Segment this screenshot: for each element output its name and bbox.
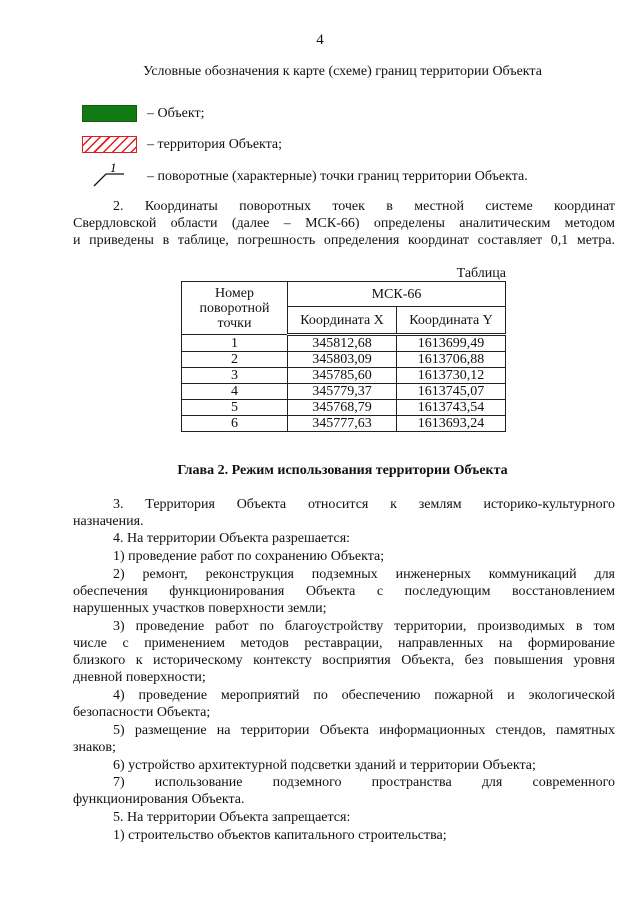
text-line: 5) размещение на территории Объекта информационных стендов, памятных <box>113 723 615 738</box>
legend-title: Условные обозначения к карте (схеме) границ территории Объекта <box>143 64 542 79</box>
coord-y: 1613699,49 <box>397 335 506 352</box>
legend-item-object <box>82 103 204 123</box>
text-line: близкого к историческому контексту восприятия Объекта, без повышения уровня <box>73 653 615 668</box>
table-row <box>182 335 506 352</box>
text-line: числе с применением методов реставрации, направленных на формирование <box>73 636 615 651</box>
coord-x: 345768,79 <box>288 400 397 416</box>
point-marker-label: 1 <box>110 161 117 175</box>
text-line: 1) строительство объектов капитального строительства; <box>113 828 447 843</box>
text-line: знаков; <box>73 740 116 755</box>
text-line: назначения. <box>73 514 144 529</box>
paragraph-line: и приведены в таблице, погрешность определения координат составляет 0,1 метра. <box>73 233 615 248</box>
text-line: обеспечения функционирования Объекта с последующим восстановлением <box>73 584 615 599</box>
point-number: 4 <box>182 384 288 400</box>
coord-y: 1613745,07 <box>397 384 506 400</box>
legend-label: – территория Объекта; <box>147 136 283 152</box>
text-line: 7) использование подземного пространства для современного <box>113 775 615 790</box>
coord-x: 345777,63 <box>288 416 397 432</box>
point-marker-icon <box>82 161 137 185</box>
chapter-title: Глава 2. Режим использования территории Объекта <box>177 463 508 478</box>
text-line: функционирования Объекта. <box>73 792 245 807</box>
point-number: 1 <box>182 335 288 352</box>
red-hatch-swatch <box>82 136 137 153</box>
table-caption: Таблица <box>456 266 506 281</box>
point-number: 6 <box>182 416 288 432</box>
table-row <box>182 352 506 368</box>
paragraph-line: 2. Координаты поворотных точек в местной системе координат <box>113 199 615 214</box>
green-fill-swatch <box>82 105 137 122</box>
point-number: 3 <box>182 368 288 384</box>
coord-y: 1613730,12 <box>397 368 506 384</box>
text-line: 3) проведение работ по благоустройству территории, производимых в том <box>113 619 615 634</box>
text-line: 1) проведение работ по сохранению Объекта; <box>113 549 385 564</box>
coord-y: 1613706,88 <box>397 352 506 368</box>
coord-x: 345803,09 <box>288 352 397 368</box>
page-number: 4 <box>316 32 324 48</box>
legend-item-territory <box>82 134 282 154</box>
text-line: 3. Территория Объекта относится к землям историко-культурного <box>113 497 615 512</box>
table-row <box>182 400 506 416</box>
text-line: 4) проведение мероприятий по обеспечению пожарной и экологической <box>113 688 615 703</box>
text-line: безопасности Объекта; <box>73 705 211 720</box>
table-row <box>182 384 506 400</box>
coord-x: 345779,37 <box>288 384 397 400</box>
coord-y: 1613693,24 <box>397 416 506 432</box>
point-number: 2 <box>182 352 288 368</box>
coord-x: 345785,60 <box>288 368 397 384</box>
coord-y: 1613743,54 <box>397 400 506 416</box>
text-line: 2) ремонт, реконструкция подземных инженерных коммуникаций для <box>113 567 615 582</box>
header-point-number: Номер поворотной точки <box>182 282 288 335</box>
text-line: 5. На территории Объекта запрещается: <box>113 810 351 825</box>
coord-x: 345812,68 <box>288 335 397 352</box>
header-y: Координата Y <box>397 307 506 335</box>
header-x: Координата X <box>288 307 397 335</box>
legend-item-point <box>82 161 528 186</box>
text-line: 6) устройство архитектурной подсветки зданий и территории Объекта; <box>113 758 536 773</box>
legend-label: – поворотные (характерные) точки границ территории Объекта. <box>147 168 528 184</box>
header-coordinate-system: МСК-66 <box>288 282 506 307</box>
paragraph-line: Свердловской области (далее – МСК-66) определены аналитическим методом <box>73 216 615 231</box>
legend-label: – Объект; <box>147 105 205 121</box>
table-row <box>182 368 506 384</box>
point-number: 5 <box>182 400 288 416</box>
text-line: дневной поверхности; <box>73 670 206 685</box>
text-line: 4. На территории Объекта разрешается: <box>113 531 351 546</box>
text-line: нарушенных участков поверхности земли; <box>73 601 327 616</box>
table-row <box>182 416 506 432</box>
coordinates-table <box>181 281 506 432</box>
